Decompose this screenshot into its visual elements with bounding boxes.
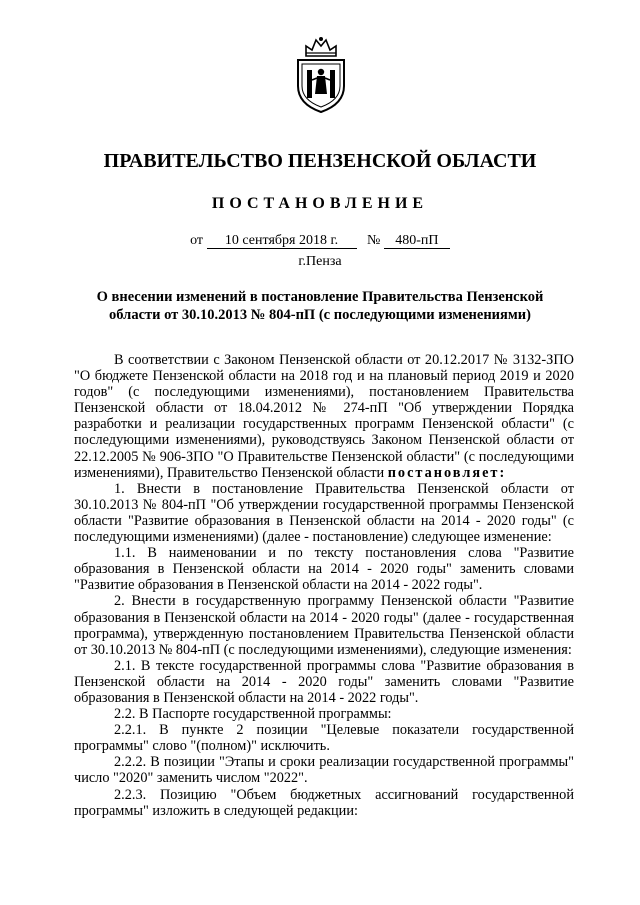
paragraph: 2. Внести в государственную программу Пензенской области "Развитие образования в Пензенской области на 2014 - 2020 годы" (далее - государственная программа), утвержденную постановлением Правительства Пензенской области от 30.10.2013 № 804-пП (с последующими изменениями), следующие изменения: xyxy=(74,593,574,658)
document-body xyxy=(74,352,574,819)
coat-of-arms-icon xyxy=(292,36,350,114)
document-date: 10 сентября 2018 г. xyxy=(207,233,357,249)
organization-name: ПРАВИТЕЛЬСТВО ПЕНЗЕНСКОЙ ОБЛАСТИ xyxy=(103,150,537,172)
date-prefix: от xyxy=(190,233,204,248)
document-title: О внесении изменений в постановление Правительства Пензенской области от 30.10.2013 № 804-пП (с последующими изменениями) xyxy=(96,289,544,323)
city: г.Пенза xyxy=(298,254,342,269)
date-number-line xyxy=(0,233,640,249)
paragraph: 2.2.2. В позиции "Этапы и сроки реализации государственной программы" число "2020" заменить числом "2022". xyxy=(74,754,574,787)
paragraph: 1. Внести в постановление Правительства Пензенской области от 30.10.2013 № 804-пП "Об утверждении государственной программы Пензенской области "Развитие образования в Пензенской области на 2014 - 2020 годы" (с последующими изменениями) (далее - постановление) следующее изменение: xyxy=(74,480,574,546)
number-prefix: № xyxy=(367,233,381,248)
document-number: 480-пП xyxy=(384,233,450,249)
paragraph: 2.2. В Паспорте государственной программы: xyxy=(114,706,392,723)
paragraph: 2.2.3. Позицию "Объем бюджетных ассигнований государственной программы" изложить в следующей редакции: xyxy=(74,786,574,819)
paragraph: В соответствии с Законом Пензенской области от 20.12.2017 № 3132-ЗПО "О бюджете Пензенской области на 2018 год и на плановый период 2019 и 2020 годов" (с последующими изменениями), постановлением Правительства Пензенской области от 18.04.2012 № 274-пП "Об утверждении Порядка разработки и реализации государственных программ Пензенской области" (с последующими изменениями), руководствуясь Законом Пензенской области от 22.12.2005 № 906-ЗПО "О Правительстве Пензенской области" (с последующими изменениями), Правительство Пензенской области постановляет: xyxy=(74,352,574,481)
paragraph: 2.2.1. В пункте 2 позиции "Целевые показатели государственной программы" слово "(полном)" исключить. xyxy=(74,722,574,755)
document-type: ПОСТАНОВЛЕНИЕ xyxy=(211,195,429,212)
paragraph: 1.1. В наименовании и по тексту постановления слова "Развитие образования в Пензенской области на 2014 - 2020 годы" заменить словами "Развитие образования в Пензенской области на 2014 - 2022 годы". xyxy=(74,545,574,594)
paragraph: 2.1. В тексте государственной программы слова "Развитие образования в Пензенской области на 2014 - 2020 годы" заменить словами "Развитие образования в Пензенской области на 2014 - 2022 годы". xyxy=(74,657,574,706)
resolve-verb: постановляет: xyxy=(387,464,507,481)
